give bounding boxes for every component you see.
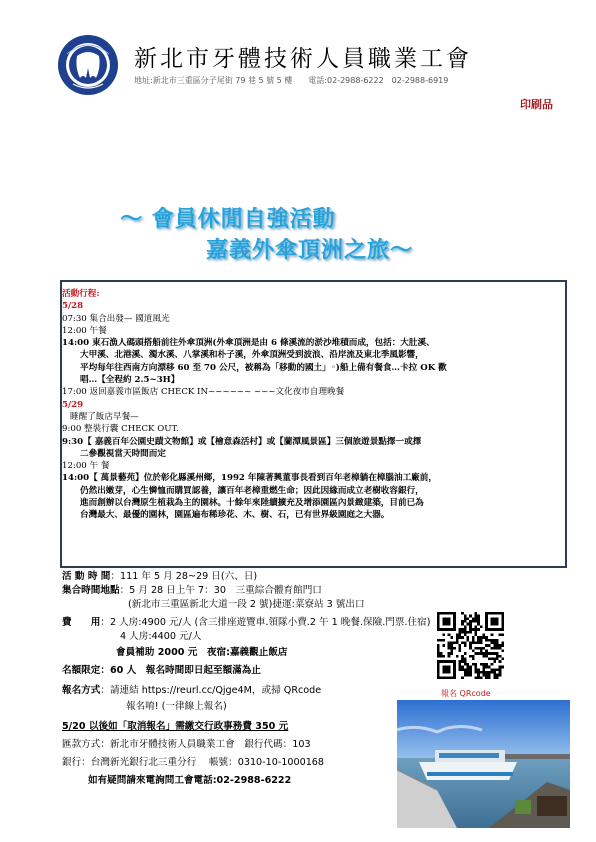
bank-info: 銀行：台灣新光銀行北三重分行 帳號：0310-10-1000168 xyxy=(62,757,325,768)
schedule-line: 17:00 返回嘉義市區飯店 CHECK IN~~~~~~ ~~~文化夜市自理晚餐 xyxy=(62,387,345,398)
qrcode-icon[interactable] xyxy=(437,612,504,679)
event-title-line2: 嘉義外傘頂洲之旅～ xyxy=(206,238,414,263)
remit-info: 匯款方式：新北市牙體技術人員職業工會 銀行代碼：103 xyxy=(62,739,311,750)
org-name: 新北市牙體技術人員職業工會 xyxy=(134,46,472,72)
meet-label: 集合時間地點 xyxy=(62,585,120,596)
quota-value: ：60 人 報名時間即日起至額滿為止 xyxy=(100,665,261,676)
schedule-line: 大甲溪、北港溪、濁水溪、八掌溪和朴子溪，外傘頂洲受到波浪、沿岸流及東北季風影響， xyxy=(80,350,424,361)
union-logo-icon xyxy=(57,34,119,96)
schedule-line: 9:30【 嘉義百年公園史蹟文物館】或【檜意森活村】或【蘭潭風景區】三個旅遊景點擇一或擇 xyxy=(62,436,422,447)
schedule-line: 二參觀視當天時間而定 xyxy=(80,448,166,459)
schedule-line: 5/28 xyxy=(62,301,84,312)
schedule-line: 台灣最大、最優的園林，園區遍布稀珍花、木、樹、石，已有世界級園庭之大器。 xyxy=(80,510,390,521)
date-label: 活 動 時 間 xyxy=(62,571,111,582)
fee-sub: 4 人房:4400 元/人 xyxy=(120,631,202,642)
org-address: 地址:新北市三重區分子尾街 79 巷 5 號 5 樓 電話:02-2988-6222 02-2988-6919 xyxy=(134,76,449,85)
harbor-photo xyxy=(397,700,570,828)
info-fee xyxy=(62,616,430,629)
info-date xyxy=(62,570,257,583)
qr-caption: 報名 QRcode xyxy=(441,689,491,698)
schedule-line: 睡醒了飯店早餐— xyxy=(70,411,139,422)
signup-sub: 報名唷! (一律線上報名) xyxy=(126,701,227,712)
meet-value: ：5 月 28 日上午 7：30 三重綜合體育館門口 xyxy=(119,585,322,596)
schedule-line: 14:00 東石漁人碼頭搭船前往外傘頂洲(外傘頂洲是由 6 條溪流的淤沙堆積而成，包括：大肚溪、 xyxy=(62,338,435,349)
schedule-heading: 活動行程: xyxy=(62,289,100,299)
schedule-line: 仍然出嫩芽，心生憐恤而購買認養，讓百年老樟重燃生命；因此因緣而成立老樹收容銀行， xyxy=(80,485,424,496)
schedule-line: 進而創辦以台灣原生植栽為主的園林。十餘年來陸續擴充及增添園區內景緻建築，目前已為 xyxy=(80,498,424,509)
schedule-list xyxy=(62,288,565,522)
schedule-line: 唱…【全程約 2.5~3H】 xyxy=(80,375,180,386)
fee-label: 費 用 xyxy=(62,617,101,628)
info-quota xyxy=(62,664,261,677)
schedule-line: 9:00 整裝行囊 CHECK OUT. xyxy=(62,424,179,435)
date-value: ：111 年 5 月 28~29 日(六、日) xyxy=(110,571,258,582)
signup-label: 報名方式 xyxy=(62,685,101,696)
quota-label: 名額限定 xyxy=(62,665,101,676)
schedule-line: 12:00 午餐 xyxy=(62,325,107,336)
print-tag: 印刷品 xyxy=(520,98,553,111)
event-title-line1: ～ 會員休閒自強活動 xyxy=(120,207,336,232)
schedule-line: 12:00 午 餐 xyxy=(62,461,110,472)
schedule-line: 平均每年往西南方向漂移 60 至 70 公尺，被稱為「移動的國土」◦)船上備有餐食…卡拉 OK 歡 xyxy=(80,362,447,373)
subsidy: 會員補助 2000 元 夜宿:嘉義觀止飯店 xyxy=(116,647,288,658)
fee-value: ：2 人房:4900 元/人 (含三排座遊覽車.領隊小費.2 午 1 晚餐.保險.門票.住宿) xyxy=(100,617,431,628)
cancel-notice: 5/20 以後如「取消報名」需繳交行政事務費 350 元 xyxy=(62,721,289,732)
contact-info: 如有疑問請來電詢問工會電話:02-2988-6222 xyxy=(88,775,292,786)
schedule-line: 07:30 集合出發— 國道風光 xyxy=(62,313,170,324)
meet-sub: (新北市三重區新北大道一段 2 號)捷運:菜寮站 3 號出口 xyxy=(128,599,365,610)
schedule-line: 14:00【 萬景藝苑】位於彰化縣溪州鄉，1992 年陳著興董事長看到百年老樟躺在樟腦油工廠前， xyxy=(62,473,437,484)
schedule-box xyxy=(60,280,567,568)
signup-value: ：請連結 https://reurl.cc/Qjge4M，或掃 QRcode xyxy=(100,685,322,696)
schedule-line: 5/29 xyxy=(62,399,84,410)
info-meet xyxy=(62,584,322,597)
info-signup xyxy=(62,684,321,697)
